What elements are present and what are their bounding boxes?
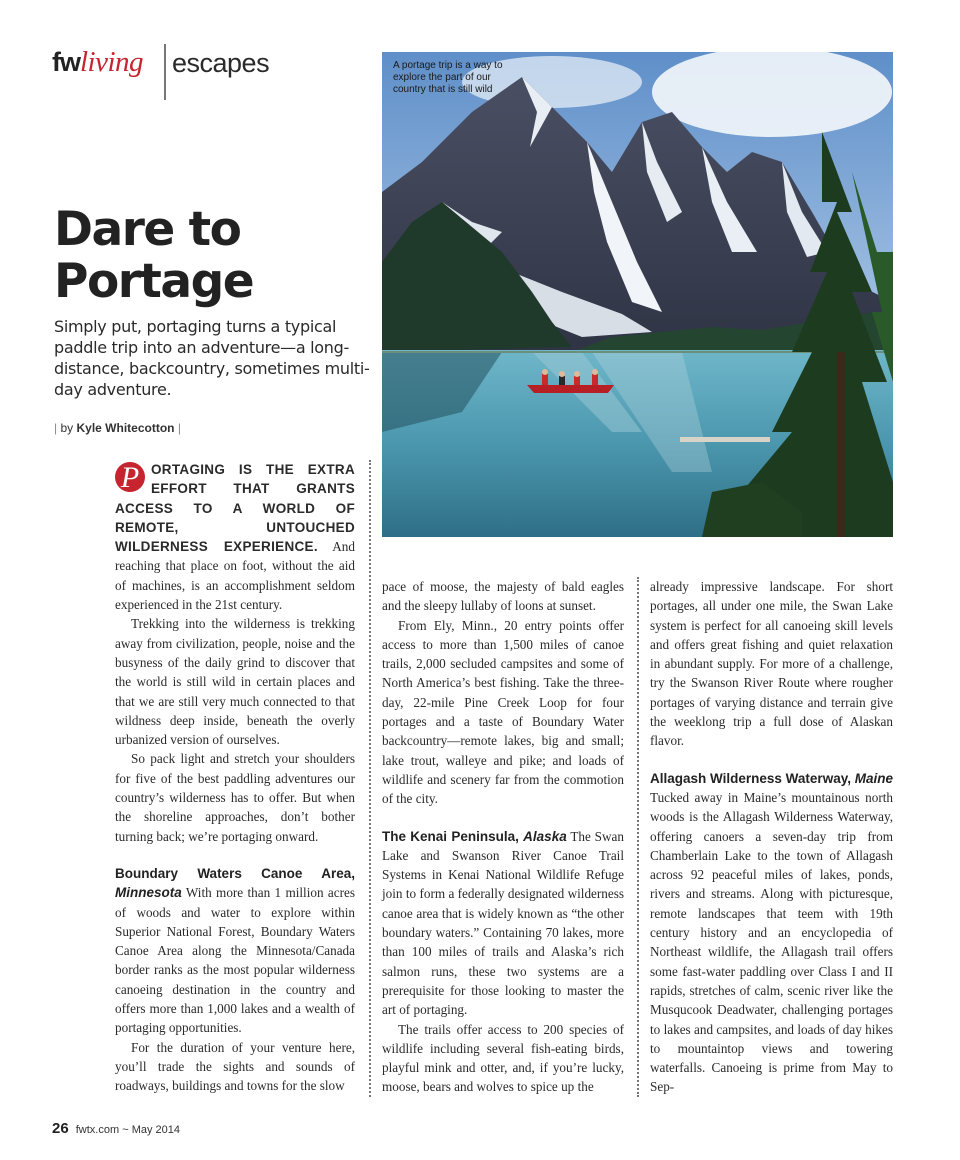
brand-logo	[52, 46, 143, 79]
paragraph: From Ely, Minn., 20 entry points offer access to more than 1,500 miles of canoe trails, 2,000 secluded campsites and some of North America’s best fishing. Take the three-day, 22-mile Pine Creek Loop for four portages and a taste of Boundary Water backcountry—remote lakes, big and small; lake trout, walleye and pike; and loads of wildlife and scenery far from the commotion of the city.	[382, 617, 624, 807]
byline-prefix: by	[60, 421, 74, 435]
footer-issue: May 2014	[131, 1124, 181, 1136]
column-divider	[637, 577, 639, 1097]
section-boundary-waters	[115, 864, 355, 1038]
paragraph: already impressive landscape. For short portages, all under one mile, the Swan Lake system is perfect for all canoeing skill levels and offers great fishing and quiet relaxation in abundant supply. For more of a challenge, try the Swanson River Route where rougher portages of varying distance and terrain give the weeklong trip a full dose of Alaskan flavor.	[650, 579, 893, 749]
byline: | by Kyle Whitecotton |	[54, 421, 181, 435]
paragraph-text: With more than 1 million acres of woods and water to explore within Superior National Forest, Boundary Waters Canoe Area along the Minnesota/Canada border ranks as the most popular wilderness canoeing destination in the country and offers more than 1,000 lakes and a wealth of portaging opportunities.	[115, 885, 355, 1036]
lead-text: And reaching that place on foot, without the aid of machines, is an accomplishment seldom experienced in the 21st century.	[115, 539, 355, 613]
section-allagash	[650, 769, 893, 1097]
brand-divider	[164, 44, 166, 100]
subhead-allagash: Allagash Wilderness Waterway, Maine	[650, 770, 893, 786]
brand-living: living	[80, 46, 144, 78]
photo-caption: A portage trip is a way to explore the part of our country that is still wild	[393, 60, 503, 95]
text-column-2	[382, 577, 624, 1097]
text-column-3	[650, 577, 893, 1097]
paragraph: pace of moose, the majesty of bald eagles and the sleepy lullaby of loons at sunset.	[382, 579, 624, 614]
section-name: escapes	[172, 48, 270, 78]
headline-line-1: Dare to	[54, 202, 241, 257]
lake-photo	[382, 52, 893, 537]
lead-caps: ORTAGING IS THE EXTRA EFFORT THAT GRANTS ACCESS TO A WORLD OF REMOTE, UNTOUCHED WILDERNESS EXPERIENCE.	[115, 462, 355, 555]
drop-cap: P	[115, 462, 145, 492]
page-footer	[52, 1120, 180, 1137]
subhead-kenai: The Kenai Peninsula, Alaska	[382, 828, 567, 844]
paragraph-text: Tucked away in Maine’s mountainous north woods is the Allagash Wilderness Waterway, offering canoers a seven-day trip from Chamberlain Lake to the town of Allagash across 92 peaceful miles of lakes, ponds, rivers and streams. Along with picturesque, remote landscapes that teem with 19th century history and an encyclopedia of Northeast wildlife, the Allagash trail offers some fast-water paddling over Class I and II rapids, stretches of calm, scenic river like the Musqucook Deadwater, challenging portages to lakes and campsites, and loads of day hikes to mountaintop views and towering waterfalls. Canoeing is prime from May to Sep-	[650, 789, 893, 1095]
paragraph: So pack light and stretch your shoulders for five of the best paddling adventures our country’s wilderness has to offer. But when the shoreline approaches, don’t bother turning back; we’re portaging onward.	[115, 751, 355, 844]
page-number: 26	[52, 1120, 69, 1137]
byline-author: Kyle Whitecotton	[76, 421, 175, 435]
footer-separator: ~	[122, 1124, 129, 1136]
paragraph: Trekking into the wilderness is trekking away from civilization, people, noise and the busyness of the daily grind to discover that the world is still wild in certain places and that we are still very much connected to that wildness deep inside, beneath the overly urbanized version of ourselves.	[115, 616, 355, 748]
paragraph-text: The Swan Lake and Swanson River Canoe Trail Systems in Kenai National Wildlife Refuge join to form a federally designated wilderness canoe area that is widely known as “the other boundary waters.” Containing 70 lakes, more than 100 miles of trails and Alaska’s rich salmon runs, these two systems are a prerequisite for those looking to master the art of portaging.	[382, 828, 624, 1018]
subhead-place-alaska: Alaska	[523, 828, 567, 844]
footer-site: fwtx.com	[75, 1124, 120, 1136]
paragraph: The trails offer access to 200 species of wildlife including several fish-eating birds, playful mink and otter, and, if you’re lucky, moose, bears and wolves to spice up the	[382, 1021, 624, 1095]
article-headline	[54, 204, 374, 308]
headline-line-2: Portage	[54, 254, 254, 309]
subhead-place-minnesota: Minnesota	[115, 885, 182, 901]
text-column-1	[115, 460, 355, 1096]
section-kenai	[382, 827, 624, 1020]
lead-paragraph	[115, 460, 355, 614]
subhead-place-maine: Maine	[854, 770, 893, 786]
paragraph: For the duration of your venture here, you’ll trade the sights and sounds of roadways, buildings and towns for the slow	[115, 1039, 355, 1094]
column-divider	[369, 460, 371, 1097]
article-dek: Simply put, portaging turns a typical paddle trip into an adventure—a long-distance, backcountry, sometimes multi-day adventure.	[54, 317, 370, 399]
brand-fw: fw	[52, 47, 80, 77]
subhead-boundary-waters: Boundary Waters Canoe Area, Minnesota	[115, 865, 355, 901]
